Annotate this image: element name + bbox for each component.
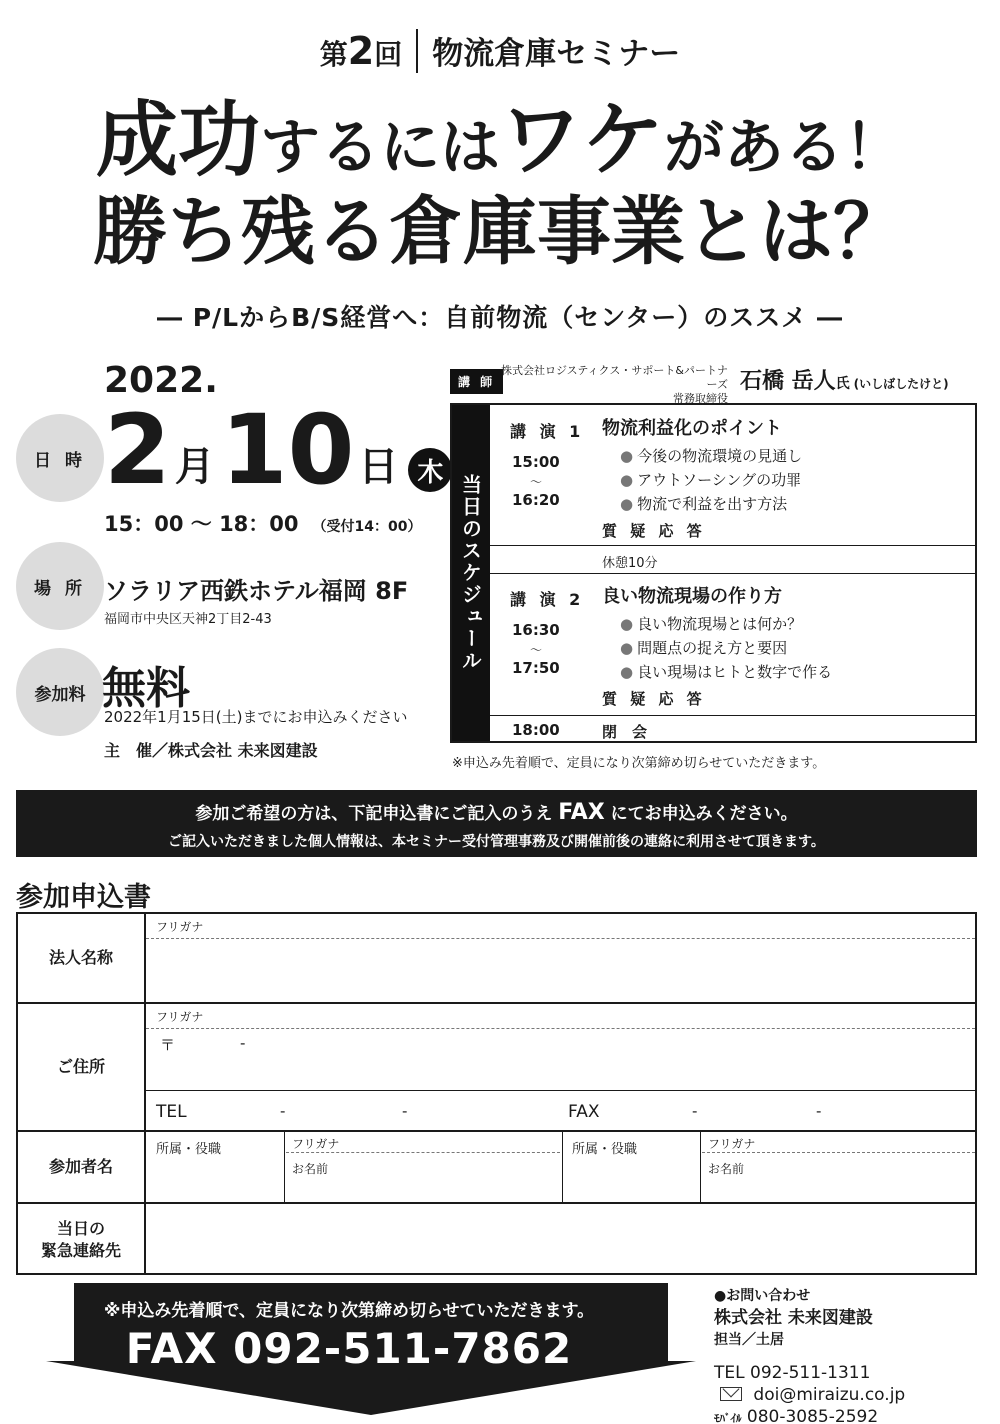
lecture2-qa: 質 疑 応 答 <box>602 690 706 708</box>
schedule-side-label: 当日のスケジュール <box>452 405 490 741</box>
instruction-banner <box>16 790 977 857</box>
close-label: 閉 会 <box>602 723 648 741</box>
divider <box>146 938 975 939</box>
banner-line-1: 参加ご希望の方は、下記申込書にご記入のうえ FAX にてお申込みください。 <box>195 800 798 825</box>
lecture1-start: 15:00 <box>512 453 560 471</box>
fee-value: 無料 <box>102 663 190 714</box>
form-title: 参加申込書 <box>16 882 151 913</box>
close-time: 18:00 <box>512 721 560 739</box>
fax-label: FAX <box>568 1102 600 1122</box>
tel-label: TEL <box>156 1102 187 1122</box>
divider <box>18 1202 975 1204</box>
contact-person: 担当／土居 <box>714 1332 784 1348</box>
subtitle: ― P/LからB/S経営へ：自前物流（センター）のススメ ― <box>157 303 843 332</box>
participant2-dept-field[interactable] <box>564 1154 698 1200</box>
lecture2-end: 17:50 <box>512 659 560 677</box>
divider <box>146 1028 975 1029</box>
name-label: お名前 <box>292 1162 329 1176</box>
contact-label: ●お問い合わせ <box>714 1288 811 1304</box>
lecture1-qa: 質 疑 応 答 <box>602 522 706 540</box>
lecture1-point: ● 今後の物流環境の見通し <box>620 445 802 466</box>
tel-dash: - <box>280 1102 286 1120</box>
lecture1-tilde: ～ <box>530 475 543 489</box>
lecture1-topic: 物流利益化のポイント <box>602 418 782 439</box>
headline-1: 成功するにはワケがある！ <box>95 93 905 188</box>
deadline-text: 2022年1月15日(土)までにお申込みください <box>104 708 408 726</box>
contact-email-row <box>714 1384 905 1406</box>
banner-line-2: ご記入いただきました個人情報は、本セミナー受付管理事務及び開催前後の連絡に利用させて頂きます。 <box>168 834 825 850</box>
participant1-dept-field[interactable] <box>148 1154 282 1200</box>
postal-dash: - <box>240 1034 246 1052</box>
contact-company: 株式会社 未来図建設 <box>714 1308 873 1328</box>
emergency-label: 当日の 緊急連絡先 <box>18 1204 146 1275</box>
divider <box>490 545 975 546</box>
fax-field[interactable] <box>618 1094 958 1128</box>
contact-mobile-row <box>714 1406 905 1424</box>
schedule-note: ※申込み先着順で、定員になり次第締め切らせていただきます。 <box>452 756 826 771</box>
divider <box>490 715 975 716</box>
lecture2-topic: 良い物流現場の作り方 <box>602 586 782 607</box>
tel-field[interactable] <box>208 1094 548 1128</box>
lecture2-start: 16:30 <box>512 621 560 639</box>
participant-label: 参加者名 <box>18 1132 146 1202</box>
name-label: お名前 <box>708 1162 745 1176</box>
venue-name: ソラリア西鉄ホテル福岡 8F <box>104 577 409 605</box>
headline-2: 勝ち残る倉庫事業とは？ <box>93 189 907 275</box>
divider <box>490 573 975 574</box>
speaker-tag: 講 師 <box>450 369 503 394</box>
lecture1-point: ● 物流で利益を出す方法 <box>620 493 787 514</box>
participant1-name-field[interactable] <box>286 1176 560 1200</box>
emergency-contact-field[interactable] <box>148 1206 973 1273</box>
company-name-field[interactable] <box>148 940 973 1000</box>
seminar-series-line <box>0 28 1000 73</box>
furigana-label: フリガナ <box>292 1137 340 1151</box>
event-date: 2 月 10 日 木 <box>104 402 452 498</box>
divider <box>700 1132 701 1202</box>
divider <box>416 29 418 73</box>
speaker-name: 石橋 岳人氏 (いしばしたけと) <box>740 369 949 394</box>
lecture2-tilde: ～ <box>530 643 543 657</box>
furigana-label: フリガナ <box>708 1137 756 1151</box>
contact-mobile: 080-3085-2592 <box>746 1407 879 1424</box>
fax-number: FAX 092-511-7862 <box>125 1324 573 1373</box>
divider <box>146 1090 975 1091</box>
lecture2-point: ● 問題点の捉え方と要因 <box>620 637 787 658</box>
fee-label-circle: 参加料 <box>16 648 104 736</box>
lecture1-end: 16:20 <box>512 491 560 509</box>
lecture2-point: ● 良い物流現場とは何か？ <box>620 613 802 634</box>
speaker-company: 株式会社ロジスティクス・サポート&パートナーズ 常務取締役 <box>500 364 728 405</box>
break-label: 休憩10分 <box>602 556 658 571</box>
place-label-circle: 場 所 <box>16 542 104 630</box>
fax-dash: - <box>692 1102 698 1120</box>
mail-icon <box>720 1387 742 1401</box>
series-title: 物流倉庫セミナー <box>432 36 681 72</box>
furigana-label: フリガナ <box>156 1010 204 1024</box>
divider <box>286 1152 560 1153</box>
postal-mark: 〒 <box>160 1036 176 1054</box>
organizer: 主 催／株式会社 未来図建設 <box>104 741 318 760</box>
divider <box>702 1152 975 1153</box>
event-time: 15：00 ～ 18：00 （受付14：00） <box>104 512 422 536</box>
lecture1-label: 講 演 1 <box>510 422 585 441</box>
event-year: 2022. <box>104 360 218 401</box>
weekday-badge: 木 <box>408 448 452 492</box>
divider <box>284 1132 285 1202</box>
contact-block <box>714 1286 905 1424</box>
furigana-label: フリガナ <box>156 920 204 934</box>
address-label: ご住所 <box>18 1004 146 1130</box>
contact-tel: TEL 092-511-1311 <box>714 1363 871 1383</box>
application-form <box>16 912 977 1275</box>
address-field[interactable] <box>148 1030 973 1088</box>
venue-address: 福岡市中央区天神2丁目2-43 <box>104 612 272 627</box>
date-label-circle: 日 時 <box>16 414 104 502</box>
tel-dash: - <box>402 1102 408 1120</box>
lecture1-point: ● アウトソーシングの功罪 <box>620 469 801 490</box>
dept-title-label: 所属・役職 <box>156 1142 222 1157</box>
mobile-label: ﾓﾊﾞｲﾙ <box>714 1412 742 1424</box>
schedule-box <box>450 403 977 743</box>
dept-title-label: 所属・役職 <box>572 1142 638 1157</box>
footer-note: ※申込み先着順で、定員になり次第締め切らせていただきます。 <box>103 1301 595 1321</box>
edition: 第2回 <box>319 28 403 73</box>
divider <box>18 1130 975 1132</box>
contact-email[interactable]: doi@miraizu.co.jp <box>753 1385 906 1405</box>
lecture2-label: 講 演 2 <box>510 590 585 609</box>
company-label: 法人名称 <box>18 914 146 1002</box>
divider <box>18 1002 975 1004</box>
lecture2-point: ● 良い現場はヒトと数字で作る <box>620 661 832 682</box>
divider <box>562 1132 563 1202</box>
participant2-name-field[interactable] <box>702 1176 973 1200</box>
fax-dash: - <box>816 1102 822 1120</box>
